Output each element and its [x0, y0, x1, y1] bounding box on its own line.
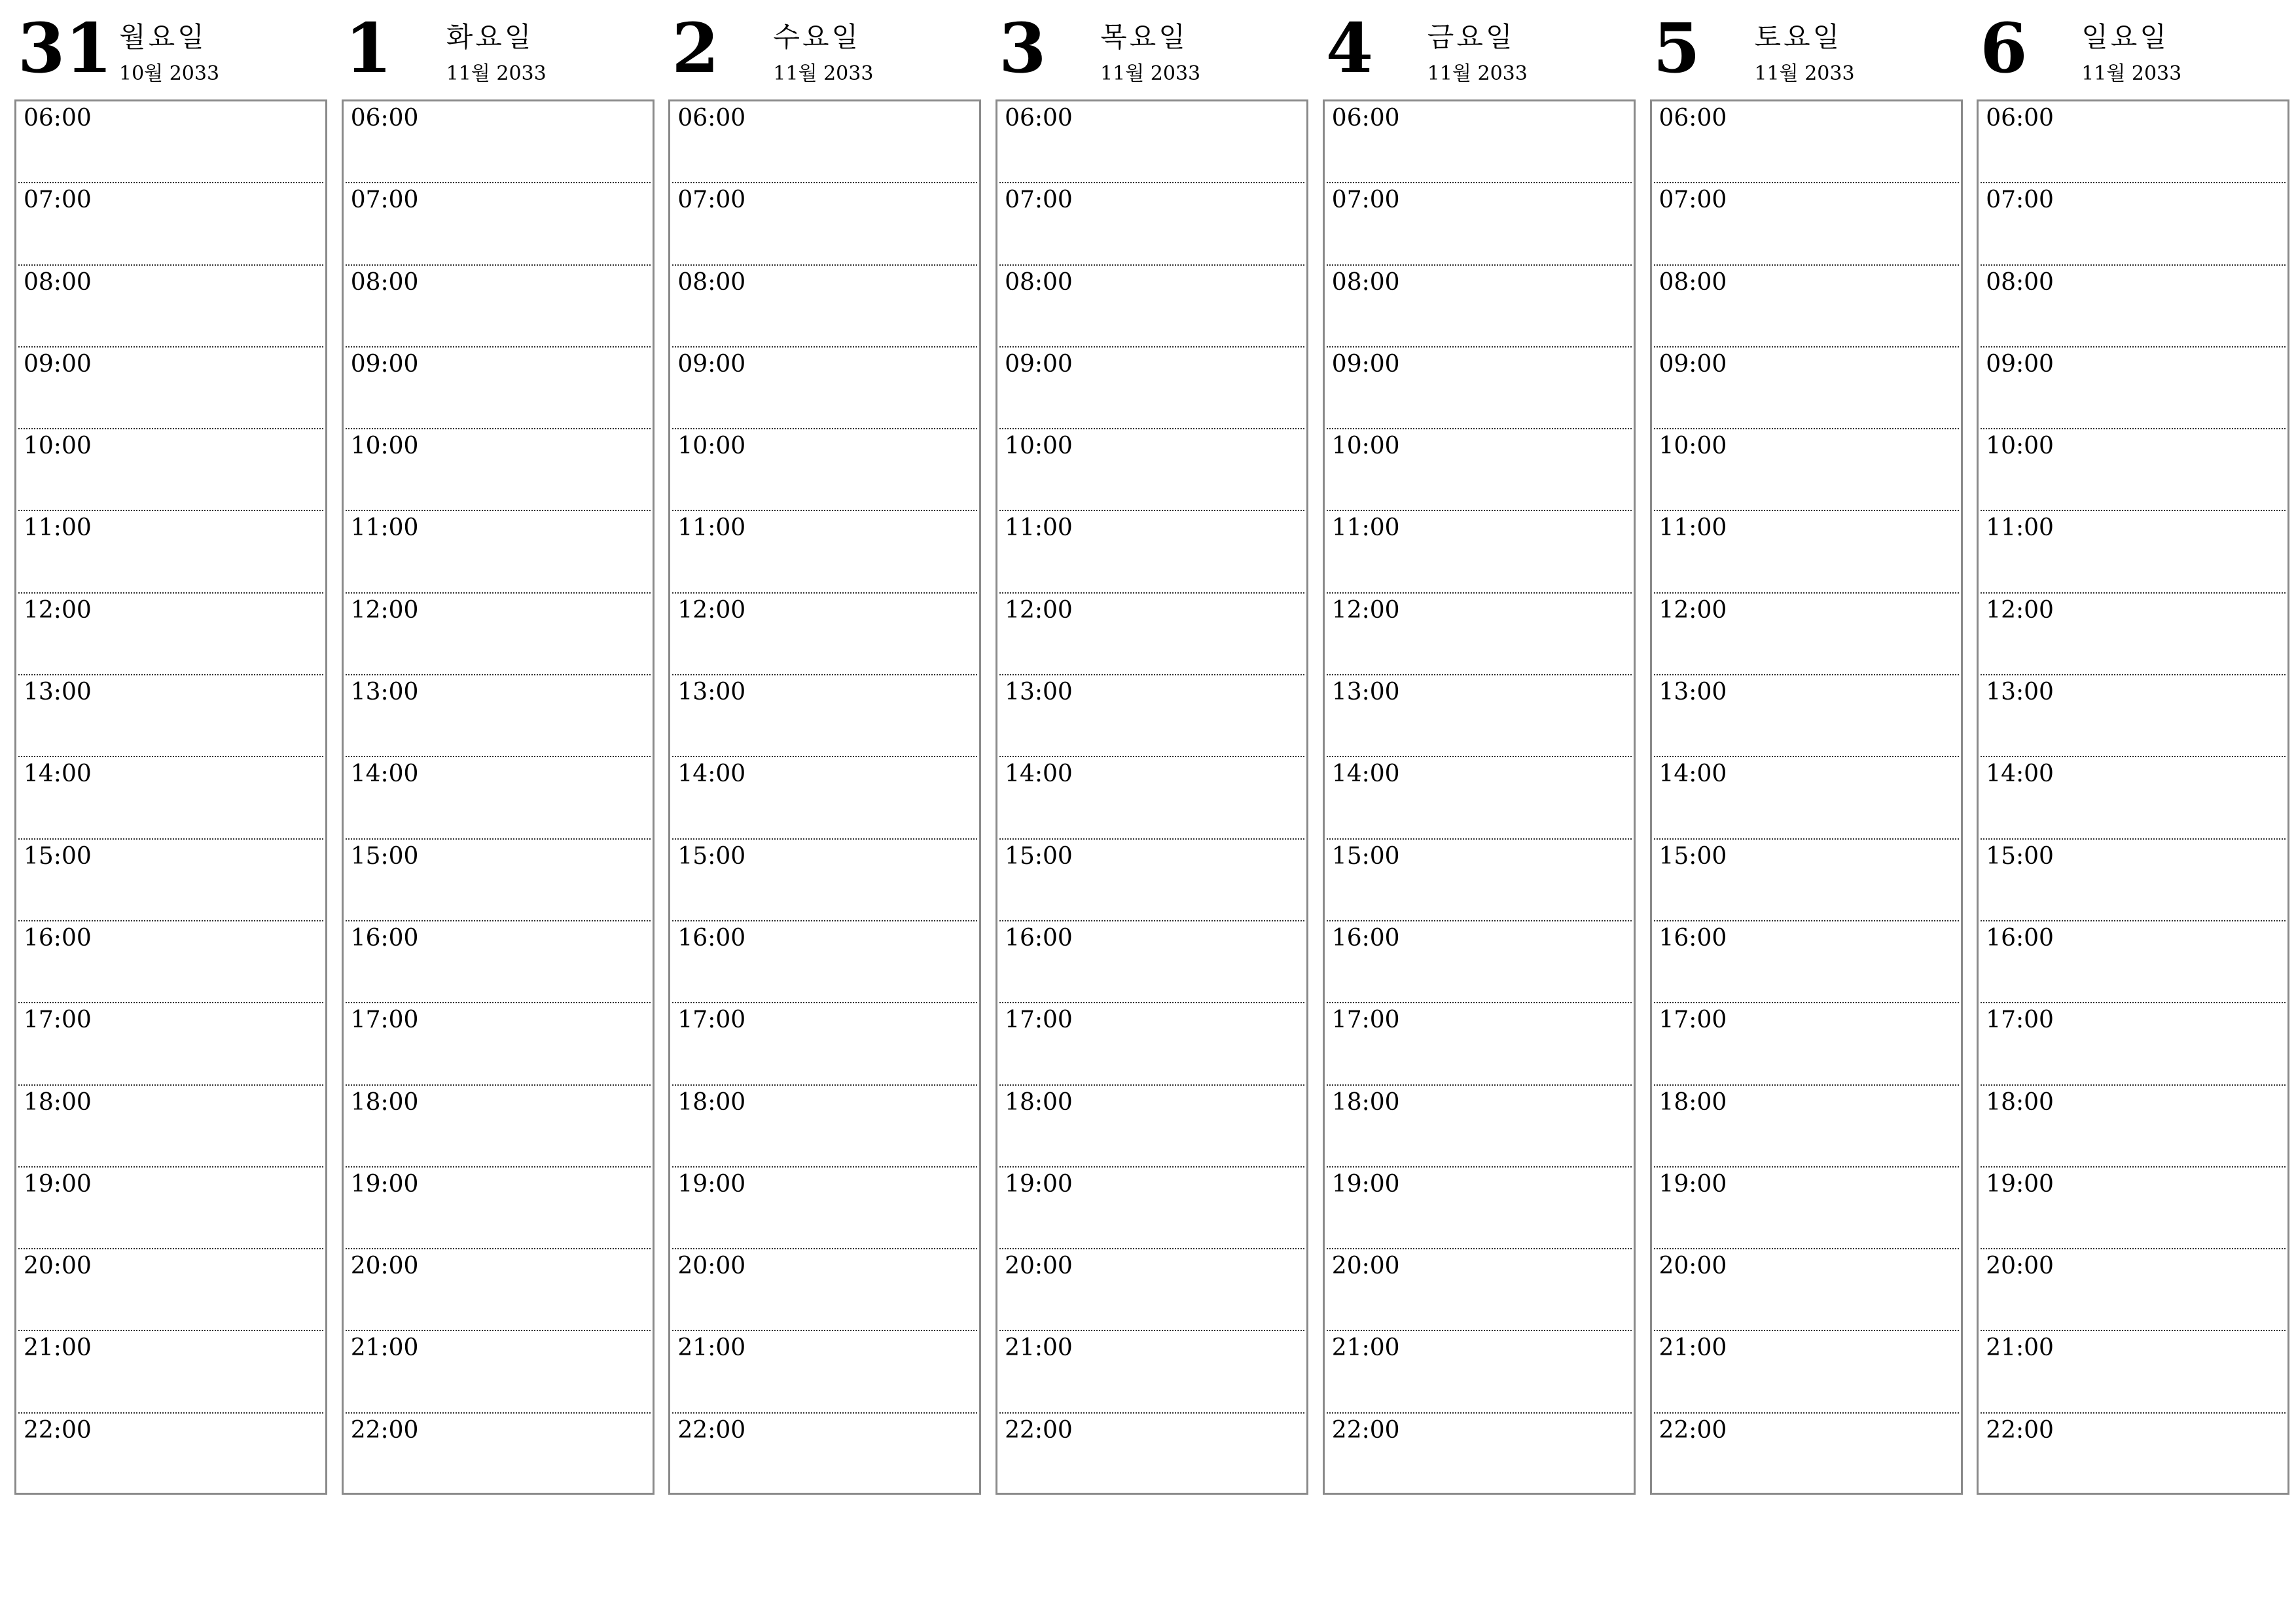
month-year-label: 11월 2033	[773, 62, 874, 85]
time-slot[interactable]	[672, 1249, 977, 1331]
month-year-label: 11월 2033	[446, 62, 547, 85]
time-slot-label: 11:00	[677, 514, 746, 542]
time-slot[interactable]	[346, 1168, 651, 1249]
day-schedule-box	[1650, 99, 1963, 1495]
time-slot[interactable]	[346, 1331, 651, 1413]
time-slot-label: 12:00	[1986, 596, 2054, 624]
time-slot-label: 10:00	[677, 433, 746, 460]
time-slot[interactable]	[1981, 348, 2286, 429]
time-slot[interactable]	[999, 921, 1304, 1003]
time-slot-label: 16:00	[1005, 924, 1073, 952]
time-slot-label: 20:00	[24, 1253, 92, 1280]
time-slot[interactable]	[999, 840, 1304, 921]
time-slot[interactable]	[672, 1003, 977, 1085]
time-slot-label: 20:00	[677, 1253, 746, 1280]
time-slot[interactable]	[346, 675, 651, 757]
time-slot-label: 10:00	[1659, 433, 1727, 460]
time-slot-label: 09:00	[350, 350, 419, 378]
time-slot-label: 08:00	[1659, 268, 1727, 296]
time-slot[interactable]	[1654, 757, 1959, 839]
time-slot[interactable]	[1654, 348, 1959, 429]
time-slot-label: 08:00	[1986, 268, 2054, 296]
time-slot-label: 16:00	[350, 924, 419, 952]
time-slot-label: 08:00	[24, 268, 92, 296]
day-column	[14, 0, 329, 1444]
time-slot[interactable]	[1981, 1331, 2286, 1413]
day-column	[1650, 0, 1964, 1444]
time-slot[interactable]	[346, 101, 651, 183]
time-slot-label: 17:00	[1986, 1007, 2054, 1034]
weekday-label: 일요일	[2081, 21, 2169, 53]
time-slot[interactable]	[672, 511, 977, 593]
time-slot[interactable]	[1981, 675, 2286, 757]
time-slot-label: 09:00	[24, 350, 92, 378]
day-header	[1650, 0, 1964, 99]
time-slot[interactable]	[1654, 840, 1959, 921]
time-slot[interactable]	[18, 840, 323, 921]
time-slot[interactable]	[346, 348, 651, 429]
time-slot[interactable]	[346, 266, 651, 348]
month-year-label: 11월 2033	[2081, 62, 2182, 85]
time-slot[interactable]	[1654, 511, 1959, 593]
time-slot-label: 07:00	[1659, 187, 1727, 214]
time-slot[interactable]	[999, 348, 1304, 429]
day-header	[1323, 0, 1637, 99]
time-slot[interactable]	[1327, 840, 1632, 921]
day-schedule-box	[1323, 99, 1636, 1495]
time-slot-label: 09:00	[1331, 350, 1400, 378]
time-slot-label: 22:00	[677, 1416, 746, 1444]
time-slot[interactable]	[18, 675, 323, 757]
time-slot[interactable]	[1654, 921, 1959, 1003]
time-slot-label: 07:00	[677, 187, 746, 214]
time-slot[interactable]	[18, 594, 323, 675]
day-schedule-box	[996, 99, 1308, 1495]
time-slot[interactable]	[999, 1414, 1304, 1495]
time-slot-label: 09:00	[1005, 350, 1073, 378]
time-slot[interactable]	[672, 429, 977, 511]
day-schedule-box	[14, 99, 327, 1495]
weekday-label: 금요일	[1427, 21, 1515, 53]
time-slot-label: 20:00	[1986, 1253, 2054, 1280]
time-slot-label: 07:00	[1331, 187, 1400, 214]
time-slot[interactable]	[346, 1003, 651, 1085]
time-slot-label: 19:00	[350, 1170, 419, 1198]
time-slot[interactable]	[1654, 1168, 1959, 1249]
time-slot-label: 15:00	[1659, 842, 1727, 870]
time-slot-label: 08:00	[1005, 268, 1073, 296]
time-slot-label: 13:00	[1005, 679, 1073, 706]
day-number: 3	[999, 8, 1047, 88]
time-slot-label: 17:00	[1659, 1007, 1727, 1034]
time-slot-label: 19:00	[677, 1170, 746, 1198]
time-slot-label: 17:00	[24, 1007, 92, 1034]
time-slot[interactable]	[1654, 1086, 1959, 1168]
time-slot[interactable]	[346, 429, 651, 511]
time-slot[interactable]	[999, 675, 1304, 757]
time-slot[interactable]	[1981, 101, 2286, 183]
time-slot[interactable]	[1654, 1249, 1959, 1331]
time-slot[interactable]	[346, 921, 651, 1003]
time-slot[interactable]	[1654, 429, 1959, 511]
weekday-label: 수요일	[773, 21, 861, 53]
day-schedule-box	[342, 99, 655, 1495]
time-slot[interactable]	[999, 1249, 1304, 1331]
time-slot[interactable]	[1327, 1331, 1632, 1413]
day-number: 31	[18, 8, 113, 88]
time-slot-label: 13:00	[24, 679, 92, 706]
time-slot-label: 21:00	[1005, 1334, 1073, 1362]
time-slot[interactable]	[1327, 1414, 1632, 1495]
weekday-label: 목요일	[1100, 21, 1188, 53]
time-slot-label: 14:00	[1005, 760, 1073, 788]
time-slot-label: 12:00	[677, 596, 746, 624]
time-slot-label: 22:00	[350, 1416, 419, 1444]
time-slot-label: 06:00	[677, 105, 746, 132]
day-header	[668, 0, 982, 99]
day-column	[996, 0, 1310, 1444]
time-slot[interactable]	[1981, 1168, 2286, 1249]
time-slot[interactable]	[672, 183, 977, 265]
time-slot[interactable]	[1327, 1168, 1632, 1249]
time-slot[interactable]	[18, 429, 323, 511]
time-slot[interactable]	[18, 266, 323, 348]
time-slot-label: 09:00	[1659, 350, 1727, 378]
time-slot[interactable]	[1981, 1003, 2286, 1085]
time-slot[interactable]	[672, 348, 977, 429]
time-slot-label: 22:00	[1986, 1416, 2054, 1444]
time-slot[interactable]	[1981, 183, 2286, 265]
day-header	[996, 0, 1310, 99]
time-slot[interactable]	[1327, 266, 1632, 348]
time-slot[interactable]	[1981, 1249, 2286, 1331]
time-slot-label: 06:00	[24, 105, 92, 132]
time-slot[interactable]	[18, 1331, 323, 1413]
time-slot-label: 18:00	[350, 1088, 419, 1116]
time-slot[interactable]	[999, 183, 1304, 265]
time-slot-label: 14:00	[1331, 760, 1400, 788]
time-slot[interactable]	[1981, 429, 2286, 511]
time-slot-label: 20:00	[1005, 1253, 1073, 1280]
time-slot-label: 19:00	[1005, 1170, 1073, 1198]
time-slot[interactable]	[672, 1168, 977, 1249]
time-slot-label: 08:00	[350, 268, 419, 296]
time-slot[interactable]	[1654, 101, 1959, 183]
time-slot-label: 06:00	[1659, 105, 1727, 132]
day-number: 6	[1980, 8, 2028, 88]
time-slot[interactable]	[1327, 429, 1632, 511]
time-slot[interactable]	[18, 1086, 323, 1168]
time-slot-label: 07:00	[1005, 187, 1073, 214]
time-slot[interactable]	[999, 757, 1304, 839]
time-slot[interactable]	[1654, 183, 1959, 265]
day-header	[14, 0, 329, 99]
time-slot-label: 08:00	[677, 268, 746, 296]
time-slot[interactable]	[1327, 511, 1632, 593]
time-slot[interactable]	[672, 101, 977, 183]
time-slot[interactable]	[1654, 594, 1959, 675]
time-slot-label: 11:00	[350, 514, 419, 542]
time-slot-label: 22:00	[1005, 1416, 1073, 1444]
time-slot[interactable]	[1654, 1414, 1959, 1495]
time-slot-label: 19:00	[1986, 1170, 2054, 1198]
weekday-label: 월요일	[119, 21, 207, 53]
time-slot[interactable]	[346, 840, 651, 921]
time-slot[interactable]	[18, 1003, 323, 1085]
time-slot-label: 08:00	[1331, 268, 1400, 296]
time-slot[interactable]	[1327, 757, 1632, 839]
time-slot[interactable]	[672, 1086, 977, 1168]
time-slot-label: 13:00	[677, 679, 746, 706]
time-slot[interactable]	[346, 183, 651, 265]
time-slot[interactable]	[1981, 594, 2286, 675]
time-slot-label: 12:00	[1005, 596, 1073, 624]
time-slot[interactable]	[18, 183, 323, 265]
time-slot-label: 17:00	[1005, 1007, 1073, 1034]
time-slot[interactable]	[18, 1414, 323, 1495]
time-slot[interactable]	[346, 511, 651, 593]
time-slot[interactable]	[346, 1249, 651, 1331]
day-schedule-box	[668, 99, 981, 1495]
time-slot-label: 10:00	[1986, 433, 2054, 460]
time-slot[interactable]	[1981, 757, 2286, 839]
time-slot-label: 18:00	[677, 1088, 746, 1116]
time-slot[interactable]	[346, 757, 651, 839]
time-slot-label: 18:00	[1986, 1088, 2054, 1116]
time-slot-label: 20:00	[1659, 1253, 1727, 1280]
time-slot-label: 10:00	[1331, 433, 1400, 460]
time-slot[interactable]	[1327, 1086, 1632, 1168]
time-slot-label: 15:00	[24, 842, 92, 870]
time-slot-label: 21:00	[24, 1334, 92, 1362]
day-column	[342, 0, 656, 1444]
time-slot-label: 21:00	[677, 1334, 746, 1362]
time-slot[interactable]	[1981, 511, 2286, 593]
time-slot-label: 10:00	[350, 433, 419, 460]
day-header	[342, 0, 656, 99]
time-slot[interactable]	[1654, 1331, 1959, 1413]
time-slot[interactable]	[1981, 266, 2286, 348]
time-slot-label: 13:00	[1659, 679, 1727, 706]
time-slot-label: 17:00	[1331, 1007, 1400, 1034]
time-slot[interactable]	[18, 348, 323, 429]
time-slot-label: 14:00	[1659, 760, 1727, 788]
time-slot-label: 19:00	[1331, 1170, 1400, 1198]
time-slot-label: 06:00	[350, 105, 419, 132]
time-slot-label: 11:00	[1986, 514, 2054, 542]
time-slot-label: 21:00	[1659, 1334, 1727, 1362]
time-slot-label: 16:00	[1986, 924, 2054, 952]
month-year-label: 10월 2033	[119, 62, 220, 85]
time-slot[interactable]	[999, 266, 1304, 348]
time-slot-label: 16:00	[677, 924, 746, 952]
time-slot-label: 10:00	[24, 433, 92, 460]
time-slot-label: 20:00	[350, 1253, 419, 1280]
time-slot-label: 11:00	[1005, 514, 1073, 542]
time-slot[interactable]	[999, 1086, 1304, 1168]
time-slot-label: 18:00	[1331, 1088, 1400, 1116]
time-slot[interactable]	[1327, 183, 1632, 265]
time-slot[interactable]	[18, 757, 323, 839]
day-header	[1977, 0, 2291, 99]
time-slot[interactable]	[1654, 1003, 1959, 1085]
time-slot-label: 22:00	[1659, 1416, 1727, 1444]
time-slot-label: 10:00	[1005, 433, 1073, 460]
time-slot[interactable]	[672, 266, 977, 348]
time-slot-label: 13:00	[350, 679, 419, 706]
time-slot-label: 18:00	[1659, 1088, 1727, 1116]
time-slot-label: 18:00	[1005, 1088, 1073, 1116]
time-slot-label: 11:00	[1331, 514, 1400, 542]
time-slot[interactable]	[346, 1086, 651, 1168]
time-slot-label: 15:00	[350, 842, 419, 870]
time-slot[interactable]	[672, 757, 977, 839]
time-slot[interactable]	[672, 594, 977, 675]
time-slot-label: 12:00	[350, 596, 419, 624]
time-slot[interactable]	[672, 1414, 977, 1495]
time-slot-label: 06:00	[1005, 105, 1073, 132]
time-slot[interactable]	[672, 675, 977, 757]
time-slot[interactable]	[999, 594, 1304, 675]
time-slot-label: 16:00	[24, 924, 92, 952]
time-slot[interactable]	[1327, 921, 1632, 1003]
time-slot-label: 07:00	[1986, 187, 2054, 214]
time-slot-label: 15:00	[1005, 842, 1073, 870]
time-slot[interactable]	[346, 1414, 651, 1495]
time-slot-label: 12:00	[24, 596, 92, 624]
time-slot[interactable]	[999, 1003, 1304, 1085]
time-slot-label: 19:00	[24, 1170, 92, 1198]
time-slot[interactable]	[999, 1168, 1304, 1249]
time-slot[interactable]	[1327, 675, 1632, 757]
time-slot[interactable]	[1981, 1086, 2286, 1168]
day-number: 1	[344, 8, 393, 88]
time-slot-label: 22:00	[24, 1416, 92, 1444]
month-year-label: 11월 2033	[1754, 62, 1855, 85]
time-slot[interactable]	[672, 921, 977, 1003]
day-number: 4	[1325, 8, 1374, 88]
time-slot[interactable]	[672, 840, 977, 921]
time-slot-label: 09:00	[677, 350, 746, 378]
time-slot-label: 11:00	[24, 514, 92, 542]
time-slot-label: 07:00	[350, 187, 419, 214]
time-slot-label: 16:00	[1659, 924, 1727, 952]
time-slot[interactable]	[999, 429, 1304, 511]
time-slot-label: 13:00	[1331, 679, 1400, 706]
time-slot-label: 06:00	[1986, 105, 2054, 132]
time-slot[interactable]	[1981, 840, 2286, 921]
time-slot-label: 11:00	[1659, 514, 1727, 542]
day-column	[668, 0, 982, 1444]
time-slot[interactable]	[999, 1331, 1304, 1413]
time-slot[interactable]	[1981, 1414, 2286, 1495]
time-slot-label: 12:00	[1659, 596, 1727, 624]
time-slot-label: 15:00	[677, 842, 746, 870]
time-slot-label: 14:00	[24, 760, 92, 788]
time-slot[interactable]	[1654, 266, 1959, 348]
time-slot[interactable]	[1327, 1003, 1632, 1085]
time-slot-label: 21:00	[1331, 1334, 1400, 1362]
weekday-label: 토요일	[1754, 21, 1842, 53]
time-slot[interactable]	[1327, 594, 1632, 675]
time-slot-label: 20:00	[1331, 1253, 1400, 1280]
time-slot-label: 21:00	[1986, 1334, 2054, 1362]
time-slot-label: 12:00	[1331, 596, 1400, 624]
time-slot[interactable]	[18, 921, 323, 1003]
time-slot-label: 16:00	[1331, 924, 1400, 952]
time-slot-label: 07:00	[24, 187, 92, 214]
time-slot[interactable]	[18, 1249, 323, 1331]
time-slot-label: 17:00	[350, 1007, 419, 1034]
day-schedule-box	[1977, 99, 2289, 1495]
time-slot[interactable]	[18, 1168, 323, 1249]
time-slot-label: 14:00	[677, 760, 746, 788]
time-slot[interactable]	[18, 511, 323, 593]
month-year-label: 11월 2033	[1100, 62, 1201, 85]
time-slot-label: 19:00	[1659, 1170, 1727, 1198]
time-slot[interactable]	[1654, 675, 1959, 757]
time-slot-label: 14:00	[1986, 760, 2054, 788]
time-slot-label: 14:00	[350, 760, 419, 788]
time-slot[interactable]	[1981, 921, 2286, 1003]
day-column	[1323, 0, 1637, 1444]
month-year-label: 11월 2033	[1427, 62, 1528, 85]
time-slot-label: 22:00	[1331, 1416, 1400, 1444]
weekday-label: 화요일	[446, 21, 534, 53]
day-number: 5	[1653, 8, 1700, 88]
time-slot-label: 09:00	[1986, 350, 2054, 378]
time-slot[interactable]	[18, 101, 323, 183]
time-slot[interactable]	[1327, 348, 1632, 429]
time-slot[interactable]	[1327, 101, 1632, 183]
time-slot-label: 15:00	[1331, 842, 1400, 870]
time-slot-label: 06:00	[1331, 105, 1400, 132]
time-slot[interactable]	[999, 101, 1304, 183]
time-slot[interactable]	[346, 594, 651, 675]
time-slot[interactable]	[1327, 1249, 1632, 1331]
time-slot-label: 21:00	[350, 1334, 419, 1362]
time-slot-label: 18:00	[24, 1088, 92, 1116]
day-number: 2	[672, 8, 719, 88]
time-slot[interactable]	[672, 1331, 977, 1413]
time-slot-label: 13:00	[1986, 679, 2054, 706]
time-slot[interactable]	[999, 511, 1304, 593]
time-slot-label: 15:00	[1986, 842, 2054, 870]
day-column	[1977, 0, 2291, 1444]
time-slot-label: 17:00	[677, 1007, 746, 1034]
